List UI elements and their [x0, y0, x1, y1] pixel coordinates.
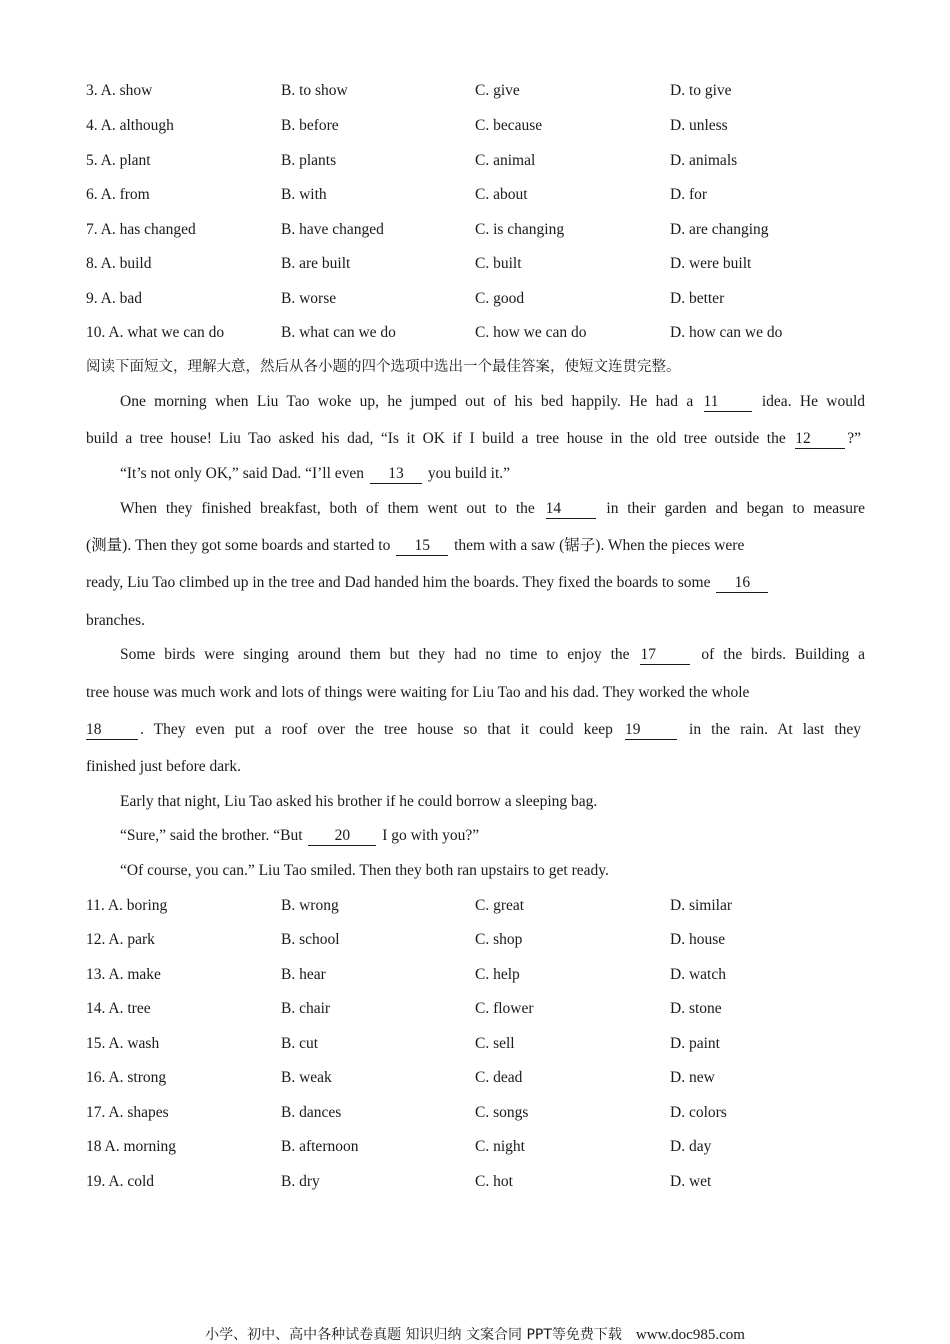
passage-line: Some birds were singing around them but they had no time to enjoy the 17 of the birds. Building a	[120, 646, 866, 663]
option-c: C. animal	[475, 152, 536, 169]
footer-text: 小学、初中、高中各种试卷真题 知识归纳 文案合同 PPT等免费下载	[205, 1327, 622, 1343]
option-c: C. good	[475, 290, 525, 307]
option-a: 17. A. shapes	[86, 1104, 169, 1121]
option-a: 12. A. park	[86, 931, 155, 948]
option-d: D. were built	[670, 255, 752, 272]
option-a: 14. A. tree	[86, 1000, 151, 1017]
option-a: 19. A. cold	[86, 1173, 155, 1190]
option-c: C. songs	[475, 1104, 529, 1121]
option-c: C. about	[475, 186, 528, 203]
option-row-4	[86, 115, 886, 137]
option-row-5	[86, 150, 886, 172]
passage-line: Early that night, Liu Tao asked his brother if he could borrow a sleeping bag.	[120, 793, 598, 810]
option-a: 5. A. plant	[86, 152, 151, 169]
passage-line: branches.	[86, 612, 145, 629]
option-c: C. shop	[475, 931, 523, 948]
passage-line: tree house was much work and lots of things were waiting for Liu Tao and his dad. They worked the whole	[86, 684, 750, 701]
passage-line: When they finished breakfast, both of them went out to the 14 in their garden and began to measure	[120, 500, 865, 517]
footer-url[interactable]: www.doc985.com	[635, 1327, 745, 1343]
option-b: B. wrong	[281, 897, 339, 914]
option-row-7	[86, 219, 886, 241]
option-a: 8. A. build	[86, 255, 152, 272]
option-b: B. dances	[281, 1104, 342, 1121]
option-d: D. wet	[670, 1173, 712, 1190]
option-row-8	[86, 253, 886, 275]
blank-12: 12	[795, 430, 845, 449]
passage-line: “Sure,” said the brother. “But 20 I go with you?”	[120, 827, 480, 844]
option-a: 11. A. boring	[86, 897, 168, 914]
option-b: B. cut	[281, 1035, 319, 1052]
option-b: B. what can we do	[281, 324, 396, 341]
option-b: B. plants	[281, 152, 337, 169]
option-b: B. chair	[281, 1000, 331, 1017]
option-row-15	[86, 1033, 886, 1055]
option-d: D. paint	[670, 1035, 720, 1052]
option-a: 13. A. make	[86, 966, 161, 983]
blank-11: 11	[704, 393, 752, 412]
blank-13: 13	[370, 465, 422, 484]
option-c: C. great	[475, 897, 525, 914]
blank-18: 18	[86, 721, 138, 740]
passage-line: 18 . They even put a roof over the tree house so that it could keep 19 in the rain. At last they	[86, 721, 862, 738]
option-a: 3. A. show	[86, 82, 153, 99]
option-a: 10. A. what we can do	[86, 324, 225, 341]
option-c: C. night	[475, 1138, 525, 1155]
option-row-18	[86, 1136, 886, 1158]
option-row-9	[86, 288, 886, 310]
option-d: D. new	[670, 1069, 715, 1086]
passage-line: “Of course, you can.” Liu Tao smiled. Then they both ran upstairs to get ready.	[120, 862, 609, 879]
passage-line: finished just before dark.	[86, 758, 241, 775]
option-a: 6. A. from	[86, 186, 150, 203]
option-b: B. afternoon	[281, 1138, 359, 1155]
option-d: D. colors	[670, 1104, 727, 1121]
option-b: B. with	[281, 186, 327, 203]
option-d: D. house	[670, 931, 726, 948]
option-b: B. have changed	[281, 221, 384, 238]
option-c: C. hot	[475, 1173, 513, 1190]
option-c: C. built	[475, 255, 522, 272]
option-row-16	[86, 1067, 886, 1089]
option-b: B. hear	[281, 966, 326, 983]
option-row-10	[86, 322, 886, 344]
option-row-17	[86, 1102, 886, 1124]
option-c: C. because	[475, 117, 543, 134]
option-row-11	[86, 895, 886, 917]
page-footer	[0, 1324, 950, 1344]
blank-16: 16	[716, 574, 768, 593]
option-a: 7. A. has changed	[86, 221, 196, 238]
option-c: C. is changing	[475, 221, 565, 238]
option-a: 15. A. wash	[86, 1035, 160, 1052]
option-c: C. sell	[475, 1035, 515, 1052]
section-instruction: 阅读下面短文，理解大意，然后从各小题的四个选项中选出一个最佳答案，使短文连贯完整。	[86, 359, 681, 375]
option-d: D. unless	[670, 117, 728, 134]
option-a: 9. A. bad	[86, 290, 142, 307]
option-d: D. stone	[670, 1000, 722, 1017]
option-d: D. are changing	[670, 221, 769, 238]
option-row-19	[86, 1171, 886, 1193]
option-b: B. are built	[281, 255, 351, 272]
blank-20: 20	[308, 827, 376, 846]
option-c: C. give	[475, 82, 520, 99]
option-row-6	[86, 184, 886, 206]
option-c: C. help	[475, 966, 520, 983]
passage-line: “It’s not only OK,” said Dad. “I’ll even 13 you build it.”	[120, 465, 511, 482]
passage-line: ready, Liu Tao climbed up in the tree and Dad handed him the boards. They fixed the boards to some 16	[86, 572, 861, 594]
passage-line: build a tree house! Liu Tao asked his dad, “Is it OK if I build a tree house in the old tree outside the 12 ?”	[86, 430, 862, 447]
option-d: D. for	[670, 186, 708, 203]
option-d: D. watch	[670, 966, 726, 983]
option-c: C. flower	[475, 1000, 534, 1017]
passage-line: One morning when Liu Tao woke up, he jumped out of his bed happily. He had a 11 idea. He would	[120, 393, 866, 410]
option-c: C. how we can do	[475, 324, 587, 341]
blank-14: 14	[546, 500, 596, 519]
option-d: D. better	[670, 290, 725, 307]
passage-line: (测量). Then they got some boards and started to 15 them with a saw (锯子). When the pieces were	[86, 537, 745, 554]
option-a: 16. A. strong	[86, 1069, 167, 1086]
option-a: 18 A. morning	[86, 1138, 176, 1155]
blank-17: 17	[640, 646, 690, 665]
option-d: D. to give	[670, 82, 732, 99]
option-a: 4. A. although	[86, 117, 174, 134]
option-b: B. before	[281, 117, 339, 134]
blank-19: 19	[625, 721, 677, 740]
option-row-13	[86, 964, 886, 986]
blank-15: 15	[396, 537, 448, 556]
option-d: D. animals	[670, 152, 738, 169]
option-d: D. how can we do	[670, 324, 783, 341]
option-row-12	[86, 929, 886, 951]
option-b: B. weak	[281, 1069, 332, 1086]
option-c: C. dead	[475, 1069, 523, 1086]
option-b: B. school	[281, 931, 340, 948]
option-b: B. dry	[281, 1173, 320, 1190]
option-b: B. worse	[281, 290, 337, 307]
option-d: D. day	[670, 1138, 712, 1155]
option-d: D. similar	[670, 897, 732, 914]
option-b: B. to show	[281, 82, 348, 99]
option-row-14	[86, 998, 886, 1020]
option-row-3	[86, 80, 886, 102]
